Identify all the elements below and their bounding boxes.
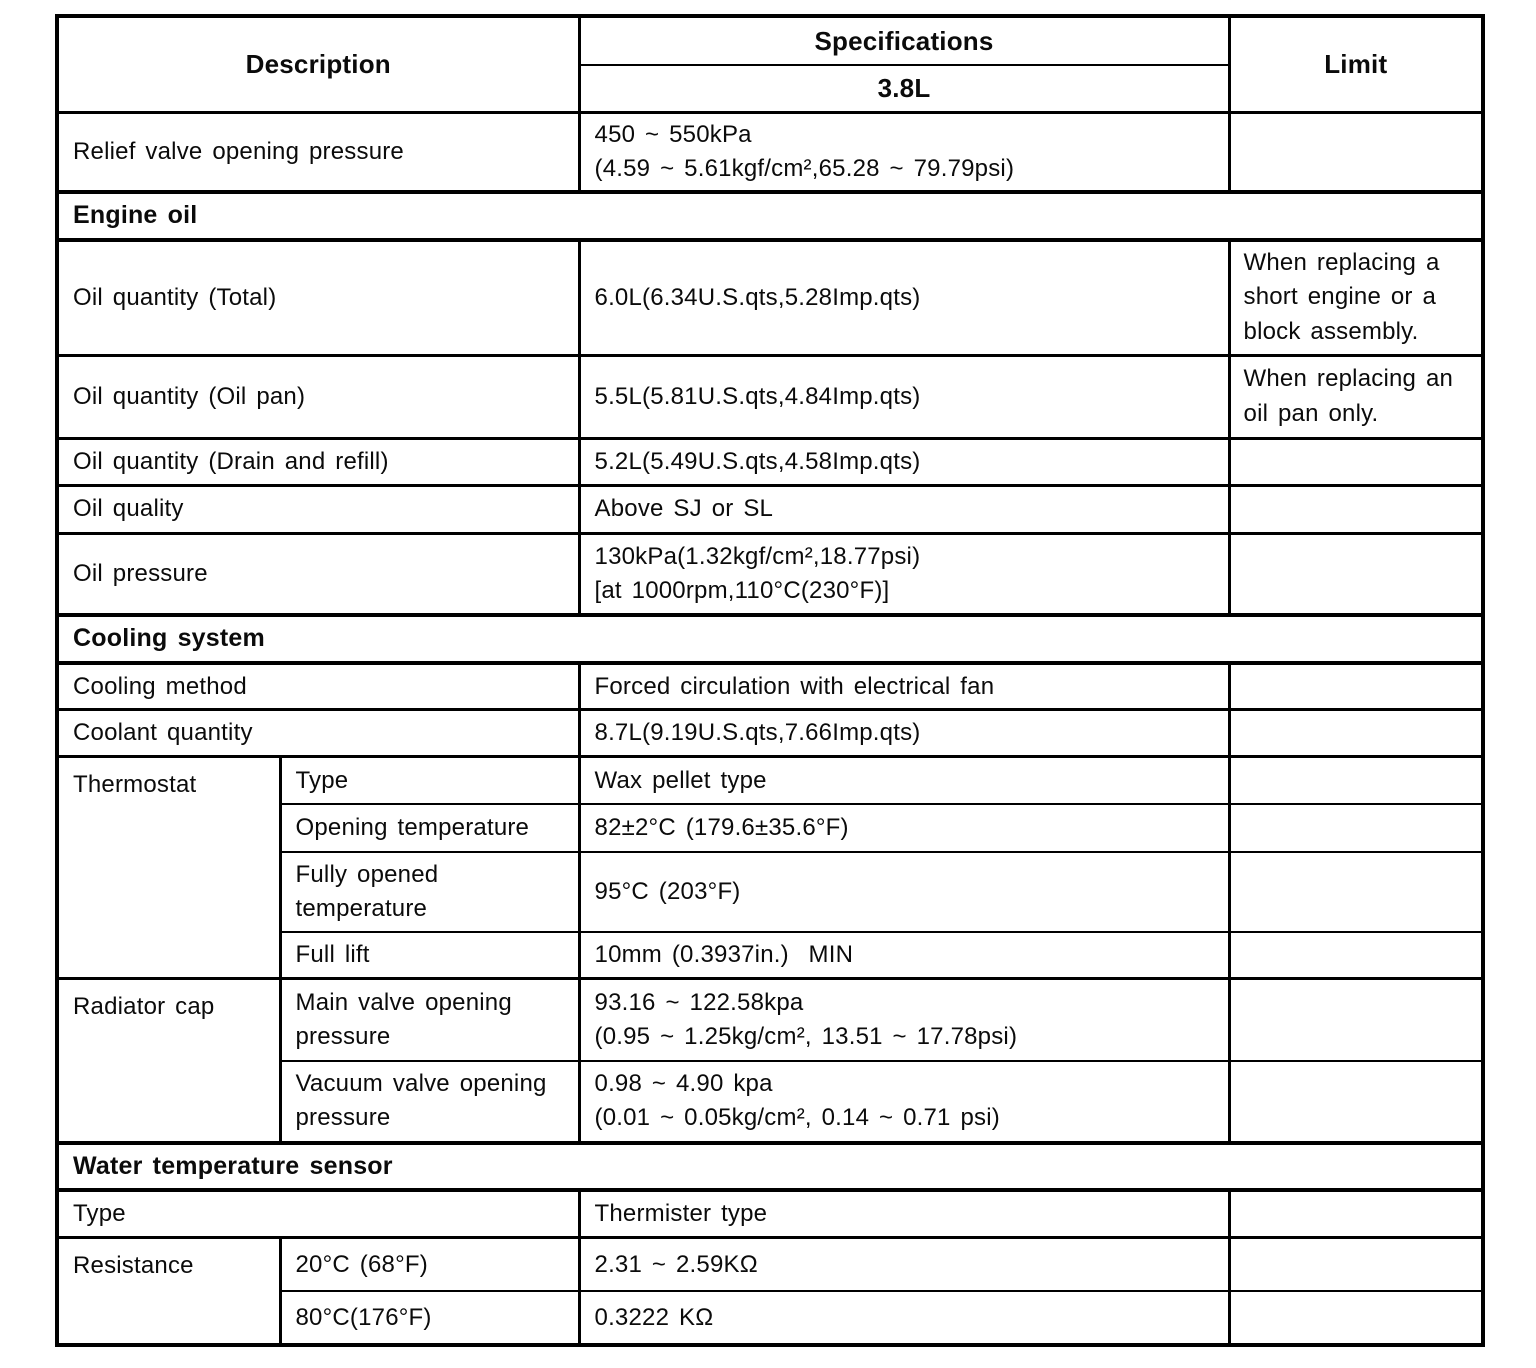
spec-line: 93.16 ~ 122.58kpa	[594, 989, 804, 1017]
description-cell: Type	[57, 1190, 579, 1237]
row-thermostat-type	[57, 757, 1483, 804]
spec-line: 95°C (203°F)	[594, 877, 741, 905]
row-oil-quantity-oil-pan	[57, 355, 1483, 438]
sub-description-cell: Main valve opening pressure	[280, 979, 579, 1061]
row-relief-valve-opening-pressure	[57, 112, 1483, 192]
row-oil-quantity-total	[57, 240, 1483, 356]
row-oil-quality	[57, 485, 1483, 533]
limit-cell	[1229, 1237, 1483, 1291]
row-oil-pressure	[57, 533, 1483, 615]
spec-line: Thermister type	[594, 1200, 768, 1228]
group-cell-resistance: Resistance	[57, 1237, 280, 1345]
section-title: Water temperature sensor	[57, 1143, 1483, 1191]
sub-description-cell: 20°C (68°F)	[280, 1237, 579, 1291]
spec-cell	[579, 663, 1229, 710]
section-row-water-temperature-sensor	[57, 1143, 1483, 1191]
sub-description-cell: Opening temperature	[280, 804, 579, 852]
section-title: Cooling system	[57, 615, 1483, 663]
description-cell: Cooling method	[57, 663, 579, 710]
spec-cell	[579, 757, 1229, 804]
spec-line: 450 ~ 550kPa	[594, 120, 752, 148]
limit-cell	[1229, 112, 1483, 192]
spec-cell	[579, 112, 1229, 192]
limit-cell	[1229, 533, 1483, 615]
row-resistance-20c	[57, 1237, 1483, 1291]
limit-cell	[1229, 1190, 1483, 1237]
spec-cell	[579, 240, 1229, 356]
row-coolant-quantity	[57, 710, 1483, 757]
spec-line: 2.31 ~ 2.59KΩ	[594, 1250, 758, 1278]
description-cell: Oil quantity (Oil pan)	[57, 355, 579, 438]
limit-cell	[1229, 979, 1483, 1061]
spec-cell	[579, 852, 1229, 932]
description-cell: Oil pressure	[57, 533, 579, 615]
limit-cell	[1229, 1061, 1483, 1143]
column-header-limit: Limit	[1229, 16, 1483, 112]
spec-line: 6.0L(6.34U.S.qts,5.28Imp.qts)	[594, 283, 921, 311]
sub-description-cell: Type	[280, 757, 579, 804]
spec-cell	[579, 1237, 1229, 1291]
spec-cell	[579, 355, 1229, 438]
sub-description-cell: Vacuum valve opening pressure	[280, 1061, 579, 1143]
description-cell: Oil quantity (Drain and refill)	[57, 438, 579, 485]
spec-line: 10mm (0.3937in.) MIN	[594, 941, 854, 969]
spec-cell	[579, 804, 1229, 852]
limit-cell	[1229, 1291, 1483, 1345]
spec-cell	[579, 533, 1229, 615]
spec-line: (0.01 ~ 0.05kg/cm², 0.14 ~ 0.71 psi)	[594, 1104, 1000, 1132]
spec-line: 0.98 ~ 4.90 kpa	[594, 1070, 773, 1098]
spec-cell	[579, 932, 1229, 979]
sub-description-cell: 80°C(176°F)	[280, 1291, 579, 1345]
spec-cell	[579, 438, 1229, 485]
limit-cell	[1229, 932, 1483, 979]
description-cell: Relief valve opening pressure	[57, 112, 579, 192]
spec-line: 130kPa(1.32kgf/cm²,18.77psi)	[594, 543, 921, 571]
row-oil-quantity-drain-and-refill	[57, 438, 1483, 485]
group-cell-thermostat: Thermostat	[57, 757, 280, 979]
description-cell: Oil quality	[57, 485, 579, 533]
section-row-cooling-system	[57, 615, 1483, 663]
engine-specifications-table	[55, 14, 1485, 1347]
column-header-description: Description	[57, 16, 579, 112]
sub-description-cell: Fully opened temperature	[280, 852, 579, 932]
spec-line: (4.59 ~ 5.61kgf/cm²,65.28 ~ 79.79psi)	[594, 154, 1015, 182]
description-cell: Coolant quantity	[57, 710, 579, 757]
section-row-engine-oil	[57, 192, 1483, 240]
spec-line: Above SJ or SL	[594, 495, 774, 523]
row-radiator-cap-main-valve	[57, 979, 1483, 1061]
limit-cell	[1229, 852, 1483, 932]
row-water-temp-sensor-type	[57, 1190, 1483, 1237]
row-cooling-method	[57, 663, 1483, 710]
spec-line: 82±2°C (179.6±35.6°F)	[594, 813, 849, 841]
description-cell: Oil quantity (Total)	[57, 240, 579, 356]
group-cell-radiator-cap: Radiator cap	[57, 979, 280, 1143]
sub-description-cell: Full lift	[280, 932, 579, 979]
limit-cell	[1229, 804, 1483, 852]
spec-line: 0.3222 KΩ	[594, 1303, 714, 1331]
limit-cell	[1229, 757, 1483, 804]
spec-cell	[579, 1061, 1229, 1143]
header-row-top	[57, 16, 1483, 65]
column-header-specifications: Specifications	[579, 16, 1229, 65]
spec-cell	[579, 485, 1229, 533]
limit-cell	[1229, 438, 1483, 485]
limit-cell	[1229, 663, 1483, 710]
limit-cell: When replacing a short engine or a block assembly.	[1229, 240, 1483, 356]
spec-cell	[579, 979, 1229, 1061]
spec-cell	[579, 1190, 1229, 1237]
spec-line: 5.2L(5.49U.S.qts,4.58Imp.qts)	[594, 447, 921, 475]
limit-cell	[1229, 710, 1483, 757]
spec-line: [at 1000rpm,110°C(230°F)]	[594, 577, 890, 605]
spec-cell	[579, 1291, 1229, 1345]
spec-cell	[579, 710, 1229, 757]
spec-line: 5.5L(5.81U.S.qts,4.84Imp.qts)	[594, 382, 921, 410]
section-title: Engine oil	[57, 192, 1483, 240]
spec-line: Forced circulation with electrical fan	[594, 672, 995, 700]
spec-line: 8.7L(9.19U.S.qts,7.66Imp.qts)	[594, 719, 921, 747]
spec-line: Wax pellet type	[594, 766, 767, 794]
column-header-variant: 3.8L	[579, 65, 1229, 112]
spec-line: (0.95 ~ 1.25kg/cm², 13.51 ~ 17.78psi)	[594, 1023, 1018, 1051]
limit-cell: When replacing an oil pan only.	[1229, 355, 1483, 438]
limit-cell	[1229, 485, 1483, 533]
